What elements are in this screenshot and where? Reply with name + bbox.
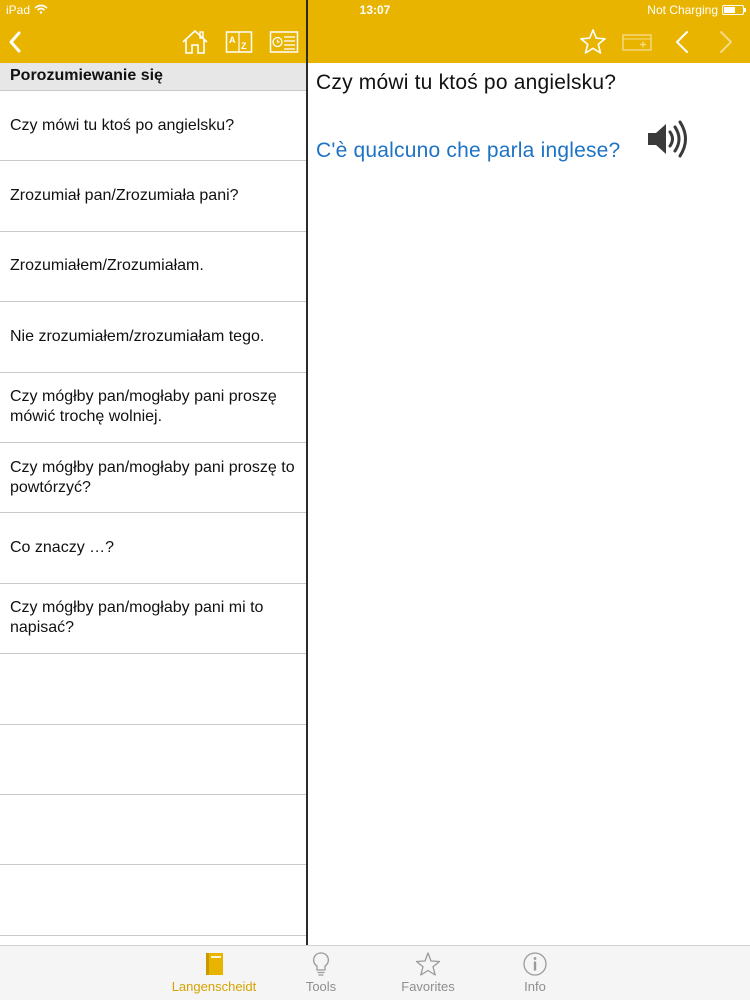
list-item-label: Zrozumiał pan/Zrozumiała pani? xyxy=(10,187,239,205)
tab-bar xyxy=(0,945,750,1000)
add-card-button[interactable] xyxy=(620,28,654,56)
list-item[interactable] xyxy=(0,513,306,583)
svg-text:Z: Z xyxy=(241,41,247,51)
tab-info[interactable] xyxy=(490,949,580,999)
list-item-label: Co znaczy …? xyxy=(10,539,115,557)
star-icon xyxy=(579,28,607,56)
history-button[interactable] xyxy=(268,28,300,56)
tab-label: Langenscheidt xyxy=(171,979,257,994)
empty-list-item xyxy=(0,795,306,865)
az-dictionary-icon xyxy=(225,30,253,54)
tab-label: Favorites xyxy=(401,979,455,994)
home-button[interactable] xyxy=(180,28,210,56)
play-audio-button[interactable] xyxy=(646,119,690,159)
tab-label: Info xyxy=(524,979,546,994)
device-name: iPad xyxy=(6,3,31,17)
list-item-label: Nie zrozumiałem/zrozumiałam tego. xyxy=(10,327,265,345)
tab-label: Tools xyxy=(305,979,337,994)
chevron-right-icon xyxy=(719,30,733,54)
section-title: Porozumiewanie się xyxy=(0,63,306,91)
book-icon xyxy=(169,949,259,979)
history-list-icon xyxy=(269,30,299,54)
previous-button[interactable] xyxy=(670,28,694,56)
empty-list-item xyxy=(0,725,306,795)
add-card-icon xyxy=(621,31,653,53)
list-item[interactable] xyxy=(0,232,306,302)
list-item[interactable] xyxy=(0,302,306,372)
phrase-detail-panel xyxy=(308,63,750,945)
source-phrase: Czy mówi tu ktoś po angielsku? xyxy=(316,71,617,94)
status-bar xyxy=(0,0,750,20)
list-item[interactable] xyxy=(0,584,306,654)
star-icon xyxy=(383,949,473,979)
tab-langenscheidt[interactable] xyxy=(169,949,259,999)
list-item[interactable] xyxy=(0,373,306,443)
empty-list-item xyxy=(0,654,306,724)
back-button[interactable] xyxy=(4,28,26,56)
favorite-button[interactable] xyxy=(578,27,608,57)
list-item-label: Czy mógłby pan/mogłaby pani proszę to powtórzyć? xyxy=(10,458,295,496)
status-right xyxy=(647,3,744,17)
battery-icon xyxy=(722,5,744,15)
chevron-left-icon xyxy=(675,30,689,54)
list-item-label: Czy mówi tu ktoś po angielsku? xyxy=(10,116,235,134)
chevron-left-icon xyxy=(8,31,22,53)
speaker-icon xyxy=(646,119,690,159)
list-item[interactable] xyxy=(0,161,306,231)
phrase-list-panel xyxy=(0,63,306,945)
az-button[interactable] xyxy=(224,28,254,56)
empty-list-item xyxy=(0,865,306,935)
svg-text:A: A xyxy=(229,35,236,45)
tab-favorites[interactable] xyxy=(383,949,473,999)
list-item-label: Czy mógłby pan/mogłaby pani mi to napisać? xyxy=(10,599,264,637)
top-bar xyxy=(0,0,750,63)
charging-status: Not Charging xyxy=(647,3,718,17)
translation-phrase: C'è qualcuno che parla inglese? xyxy=(316,139,621,162)
list-item-label: Czy mógłby pan/mogłaby pani proszę mówić trochę wolniej. xyxy=(10,388,277,426)
list-item[interactable] xyxy=(0,91,306,161)
tab-tools[interactable] xyxy=(276,949,366,999)
lightbulb-icon xyxy=(276,949,366,979)
next-button[interactable] xyxy=(714,28,738,56)
list-item-label: Zrozumiałem/Zrozumiałam. xyxy=(10,257,204,275)
list-item[interactable] xyxy=(0,443,306,513)
info-icon xyxy=(490,949,580,979)
home-icon xyxy=(181,29,209,55)
status-time: 13:07 xyxy=(359,3,391,17)
